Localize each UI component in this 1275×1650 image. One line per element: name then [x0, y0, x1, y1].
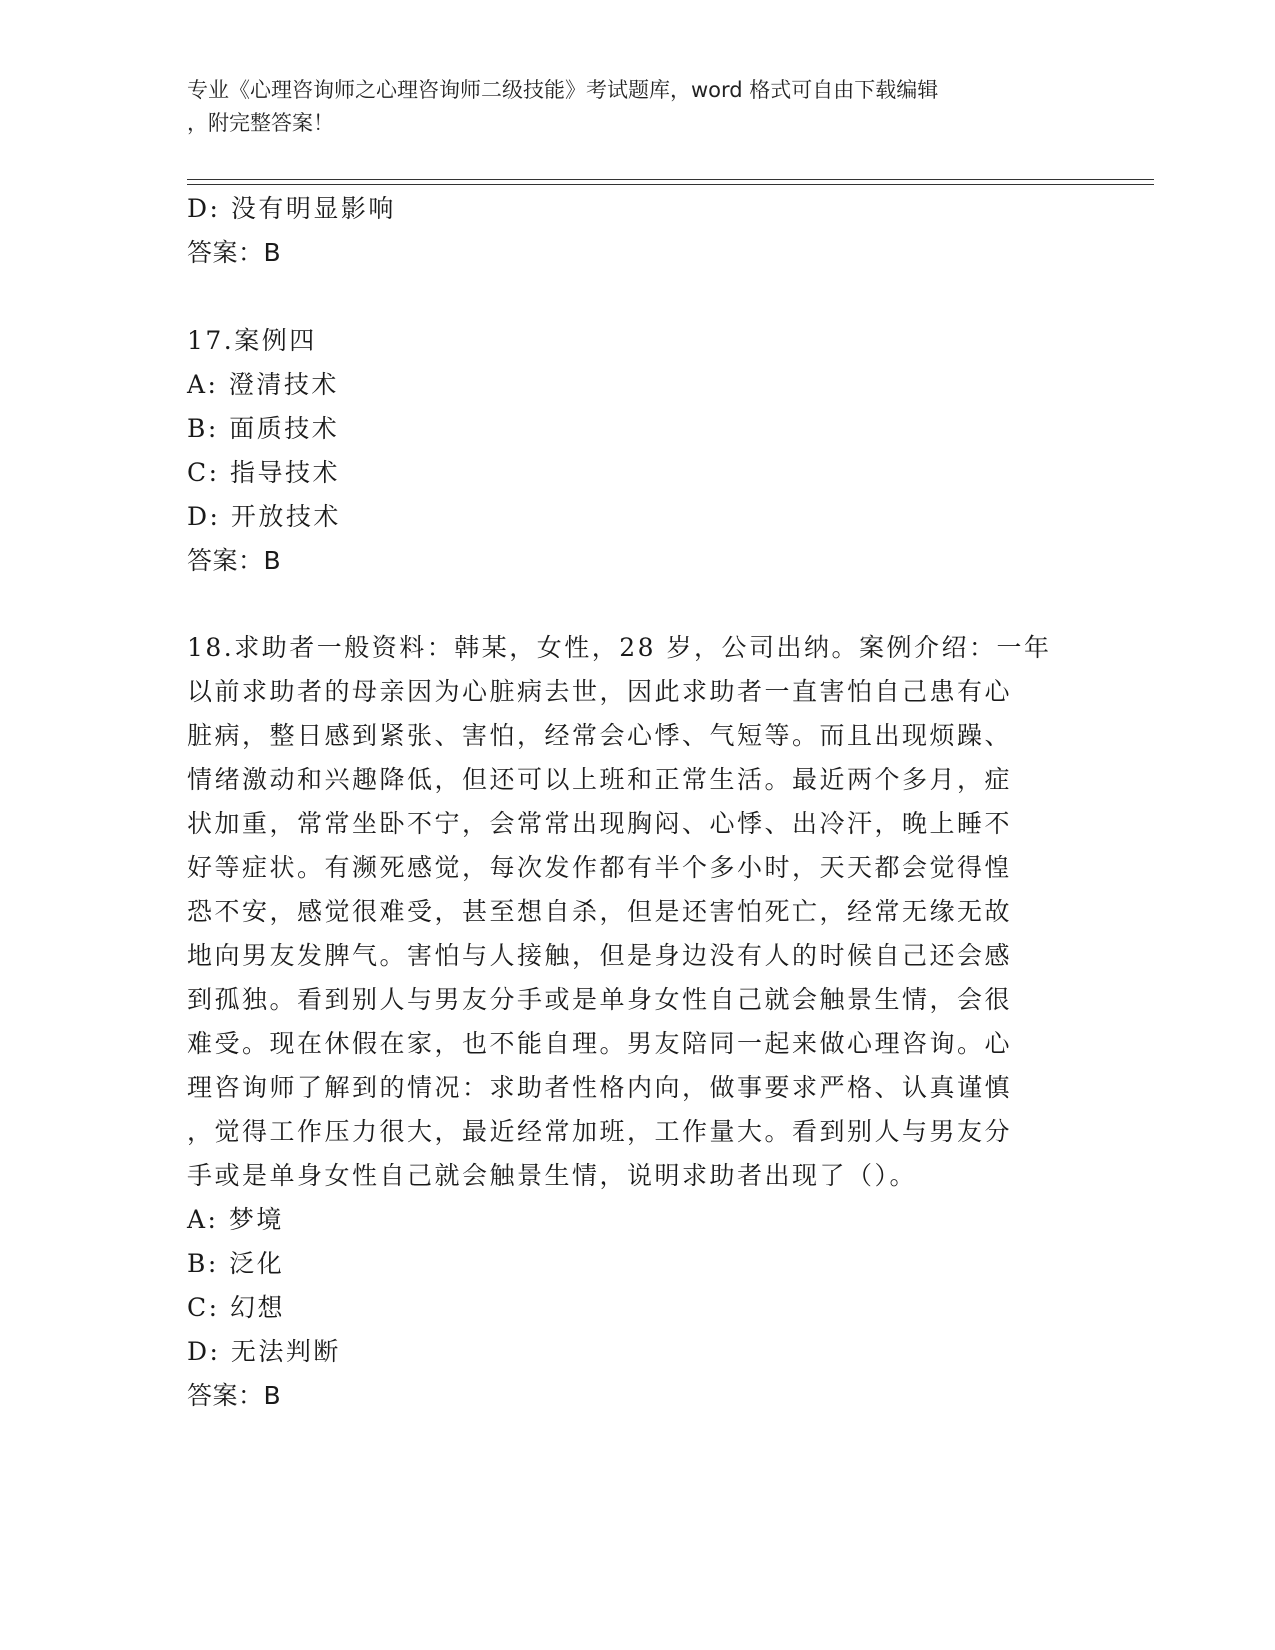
q17-option-c: C: 指导技术 [187, 458, 340, 487]
q17-answer: 答案：B [187, 546, 282, 575]
q18-stem-line: 难受。现在休假在家，也不能自理。男友陪同一起来做心理咨询。心 [187, 1029, 1013, 1058]
q17-stem: 17.案例四 [187, 326, 317, 355]
q17-option-a: A: 澄清技术 [187, 370, 339, 399]
q18-stem-line: 脏病，整日感到紧张、害怕，经常会心悸、气短等。而且出现烦躁、 [187, 721, 1013, 750]
prev-option-d: D: 没有明显影响 [187, 194, 396, 223]
q18-stem-line: 到孤独。看到别人与男友分手或是单身女性自己就会触景生情，会很 [187, 985, 1013, 1014]
q18-stem-line: 好等症状。有濒死感觉，每次发作都有半个多小时，天天都会觉得惶 [187, 853, 1013, 882]
q18-stem-line: 18.求助者一般资料：韩某，女性，28 岁，公司出纳。案例介绍：一年 [187, 633, 1052, 662]
q18-stem-line: 以前求助者的母亲因为心脏病去世，因此求助者一直害怕自己患有心 [187, 677, 1013, 706]
q18-option-b: B: 泛化 [187, 1249, 285, 1278]
page-header [187, 74, 1067, 140]
q18-stem-line: 状加重，常常坐卧不宁，会常常出现胸闷、心悸、出冷汗，晚上睡不 [187, 809, 1013, 838]
q18-stem-line: 手或是单身女性自己就会触景生情，说明求助者出现了（）。 [187, 1161, 918, 1190]
q17-option-b: B: 面质技术 [187, 414, 340, 443]
q18-stem-line: 理咨询师了解到的情况：求助者性格内向，做事要求严格、认真谨慎 [187, 1073, 1013, 1102]
header-line-2: ，附完整答案！ [187, 111, 334, 135]
header-divider-top [187, 179, 1154, 180]
q18-stem-line: 地向男友发脾气。害怕与人接触，但是身边没有人的时候自己还会感 [187, 941, 1013, 970]
q17-option-d: D: 开放技术 [187, 502, 341, 531]
header-divider-bottom [187, 184, 1154, 185]
q18-stem-line: 情绪激动和兴趣降低，但还可以上班和正常生活。最近两个多月，症 [187, 765, 1013, 794]
q18-option-c: C: 幻想 [187, 1293, 285, 1322]
header-line-1: 专业《心理咨询师之心理咨询师二级技能》考试题库，word 格式可自由下载编辑 [187, 78, 939, 102]
prev-answer: 答案：B [187, 238, 282, 267]
q18-option-a: A: 梦境 [187, 1205, 284, 1234]
q18-stem-line: ，觉得工作压力很大，最近经常加班，工作量大。看到别人与男友分 [187, 1117, 1013, 1146]
q18-option-d: D: 无法判断 [187, 1337, 341, 1366]
q18-stem-line: 恐不安，感觉很难受，甚至想自杀，但是还害怕死亡，经常无缘无故 [187, 897, 1013, 926]
q18-answer: 答案：B [187, 1381, 282, 1410]
